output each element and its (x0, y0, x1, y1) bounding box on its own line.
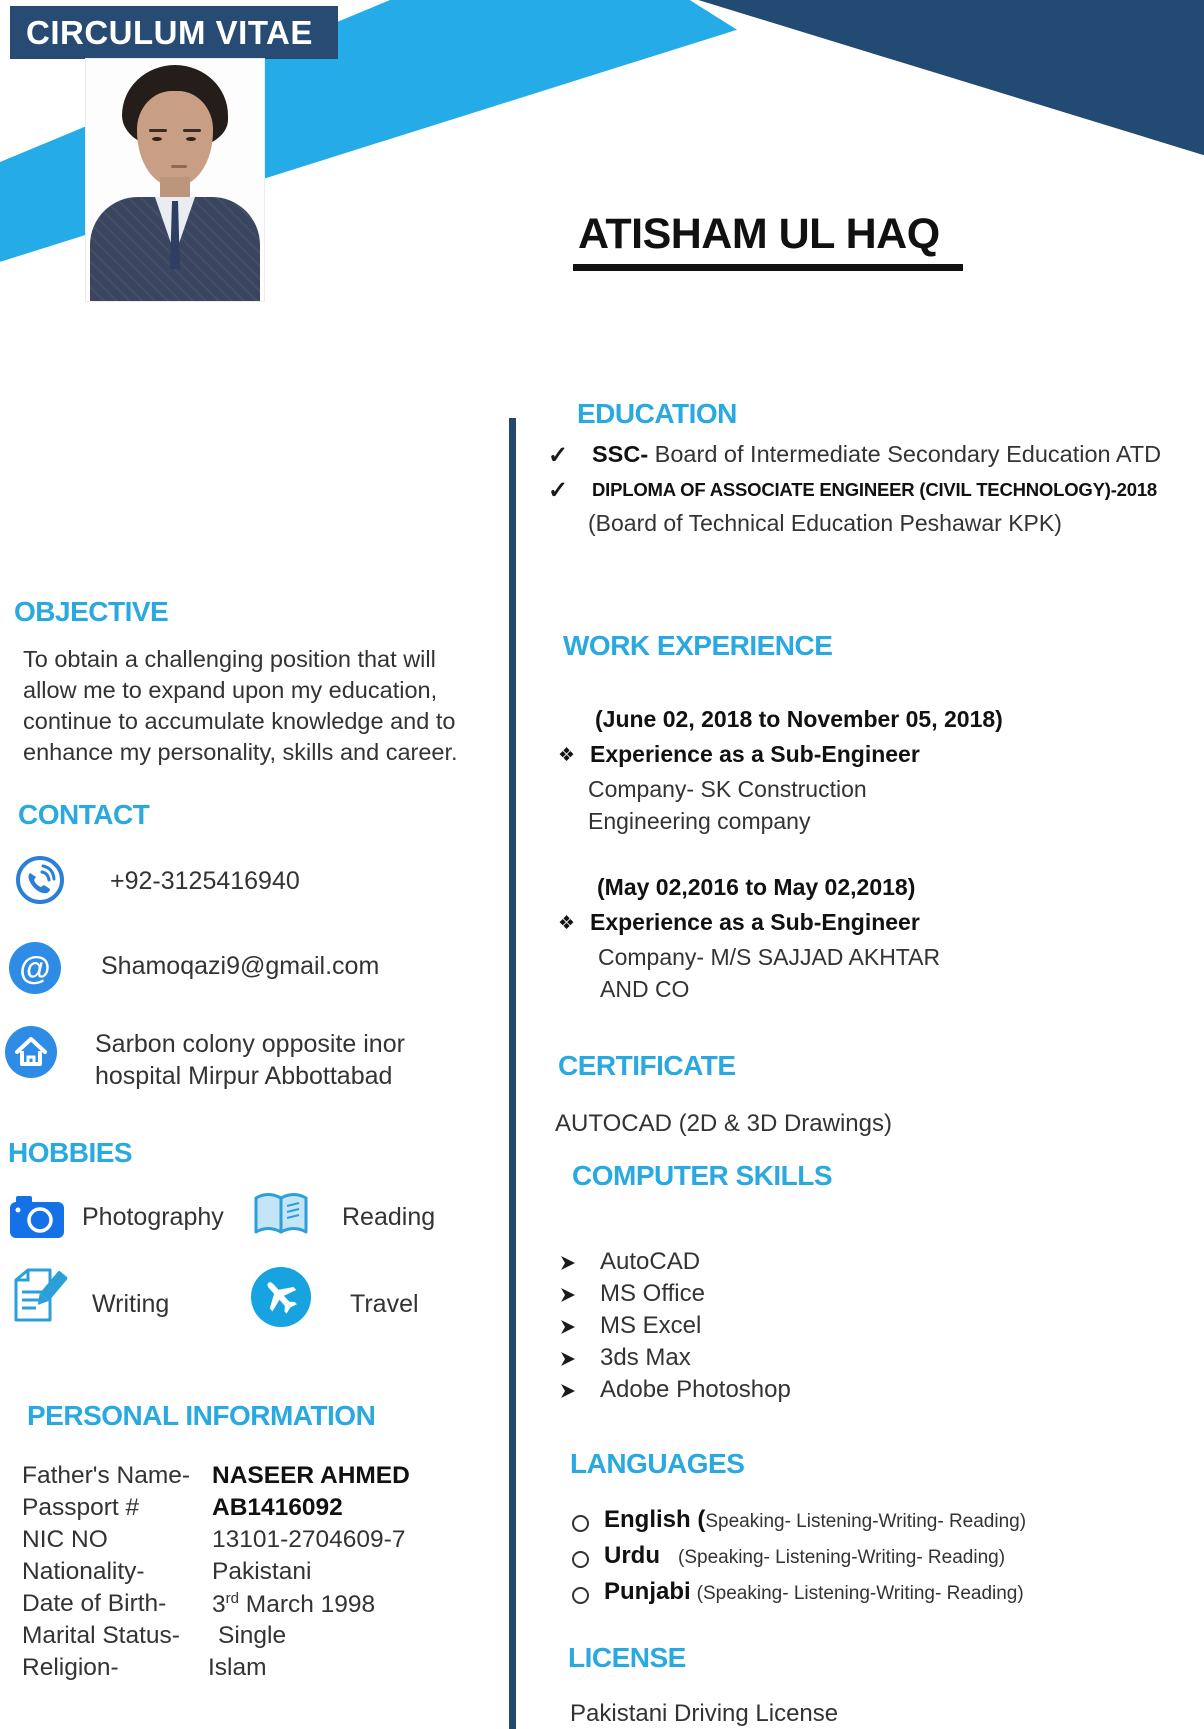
portrait-brow (149, 129, 167, 132)
personal-label: Passport # (22, 1494, 140, 1521)
camera-icon (8, 1192, 66, 1247)
hobby-label: Reading (342, 1203, 436, 1231)
dob-rest: March 1998 (238, 1591, 376, 1619)
personal-label: Marital Status- (22, 1622, 180, 1649)
svg-text:@: @ (19, 950, 51, 986)
certificate-item: AUTOCAD (2D & 3D Drawings) (555, 1110, 892, 1137)
personal-value: AB1416092 (212, 1494, 343, 1521)
circle-bullet-icon (572, 1515, 589, 1532)
column-divider (509, 418, 516, 1729)
portrait-eye (152, 137, 162, 141)
language-details: (Speaking- Listening-Writing- Reading) (678, 1547, 1006, 1568)
education-item-rest: Board of Intermediate Secondary Education ATD (648, 441, 1162, 467)
job-period: (May 02,2016 to May 02,2018) (597, 874, 916, 900)
personal-row (22, 1558, 145, 1586)
airplane-icon (250, 1266, 312, 1333)
language-details: (Speaking- Listening-Writing- Reading) (696, 1583, 1024, 1604)
personal-row (22, 1494, 139, 1522)
title-banner (10, 6, 338, 59)
job-company-line: Company- M/S SAJJAD AKHTAR (598, 944, 941, 970)
arrow-bullet-icon (558, 1381, 578, 1406)
checkmark-icon: ✓ (548, 442, 569, 469)
language-name: English ( (604, 1506, 706, 1533)
language-name: Urdu (604, 1542, 660, 1569)
computer-skills-heading: COMPUTER SKILLS (572, 1160, 833, 1191)
arrow-bullet-icon (558, 1349, 578, 1374)
skill-item: Adobe Photoshop (600, 1376, 791, 1403)
personal-row (22, 1622, 180, 1650)
address-line: Sarbon colony opposite inor (95, 1030, 405, 1058)
email-icon (8, 941, 62, 1000)
education-heading: EDUCATION (577, 398, 737, 429)
objective-line: allow me to expand upon my education, (23, 677, 438, 703)
personal-value-dob (212, 1590, 375, 1619)
license-item: Pakistani Driving License (570, 1700, 839, 1727)
dob-ordinal: rd (225, 1590, 239, 1607)
name-underline (573, 264, 963, 271)
objective-line: To obtain a challenging position that will (23, 646, 436, 672)
personal-value: Single (218, 1622, 287, 1649)
email-address: Shamoqazi9@gmail.com (101, 952, 380, 980)
portrait-photo (85, 58, 265, 302)
skill-item: AutoCAD (600, 1248, 701, 1275)
circle-bullet-icon (572, 1551, 589, 1568)
objective-line: enhance my personality, skills and career. (23, 739, 458, 765)
certificate-heading: CERTIFICATE (558, 1050, 736, 1081)
education-item (592, 441, 1161, 468)
language-item (604, 1578, 1024, 1606)
personal-label: Father's Name- (22, 1462, 191, 1489)
dob-day: 3 (212, 1591, 226, 1619)
language-item (604, 1542, 1005, 1570)
skill-item: MS Excel (600, 1312, 702, 1339)
language-details: Speaking- Listening-Writing- Reading) (705, 1511, 1027, 1532)
diamond-bullet-icon: ❖ (558, 912, 576, 934)
portrait-eye (186, 137, 196, 141)
arrow-bullet-icon (558, 1317, 578, 1342)
hobbies-heading: HOBBIES (8, 1137, 133, 1168)
personal-label: Date of Birth- (22, 1590, 167, 1617)
personal-value: 13101-2704609-7 (212, 1526, 406, 1553)
portrait-brow (183, 129, 201, 132)
hobby-label: Travel (350, 1290, 419, 1318)
phone-icon (14, 854, 66, 911)
language-item (604, 1506, 1026, 1534)
language-name: Punjabi (604, 1578, 691, 1605)
license-heading: LICENSE (568, 1642, 686, 1673)
work-experience-heading: WORK EXPERIENCE (563, 630, 833, 661)
personal-info-heading: PERSONAL INFORMATION (27, 1400, 376, 1431)
job-company-line: Company- SK Construction (588, 776, 867, 802)
book-icon (252, 1190, 310, 1247)
contact-heading: CONTACT (18, 799, 150, 830)
phone-number: +92-3125416940 (110, 867, 300, 895)
checkmark-icon: ✓ (548, 477, 569, 504)
personal-label: NIC NO (22, 1526, 108, 1553)
objective-line: continue to accumulate knowledge and to (23, 708, 456, 734)
job-company-line: Engineering company (588, 808, 811, 834)
personal-label: Nationality- (22, 1558, 145, 1585)
address-line: hospital Mirpur Abbottabad (95, 1062, 393, 1090)
hobby-label: Photography (82, 1203, 224, 1231)
education-item-bold: SSC- (592, 441, 649, 467)
home-icon (3, 1024, 59, 1085)
portrait-face (137, 91, 213, 187)
personal-value: Islam (208, 1654, 267, 1681)
arrow-bullet-icon (558, 1253, 578, 1278)
personal-label: Religion- (22, 1654, 119, 1681)
languages-heading: LANGUAGES (570, 1448, 745, 1479)
portrait-mouth (171, 165, 187, 168)
skill-item: MS Office (600, 1280, 705, 1307)
personal-row (22, 1590, 166, 1618)
job-title: Experience as a Sub-Engineer (590, 909, 920, 935)
writing-icon (8, 1266, 70, 1329)
skill-item: 3ds Max (600, 1344, 691, 1371)
education-item: DIPLOMA OF ASSOCIATE ENGINEER (CIVIL TECHNOLOGY)-2018 (592, 479, 1158, 500)
arrow-bullet-icon (558, 1285, 578, 1310)
education-item: (Board of Technical Education Peshawar KPK) (588, 510, 1062, 536)
diamond-bullet-icon: ❖ (558, 744, 576, 766)
personal-row (22, 1654, 119, 1682)
title-banner-label: CIRCULUM VITAE (26, 13, 313, 51)
hobby-label: Writing (92, 1290, 170, 1318)
personal-value: Pakistani (212, 1558, 312, 1585)
job-period: (June 02, 2018 to November 05, 2018) (595, 706, 1003, 732)
circle-bullet-icon (572, 1587, 589, 1604)
objective-heading: OBJECTIVE (14, 596, 169, 627)
job-company-line: AND CO (600, 976, 690, 1002)
personal-value: NASEER AHMED (212, 1462, 410, 1489)
job-title: Experience as a Sub-Engineer (590, 741, 920, 767)
personal-row (22, 1462, 190, 1490)
person-name: ATISHAM UL HAQ (578, 210, 940, 258)
personal-row (22, 1526, 108, 1554)
